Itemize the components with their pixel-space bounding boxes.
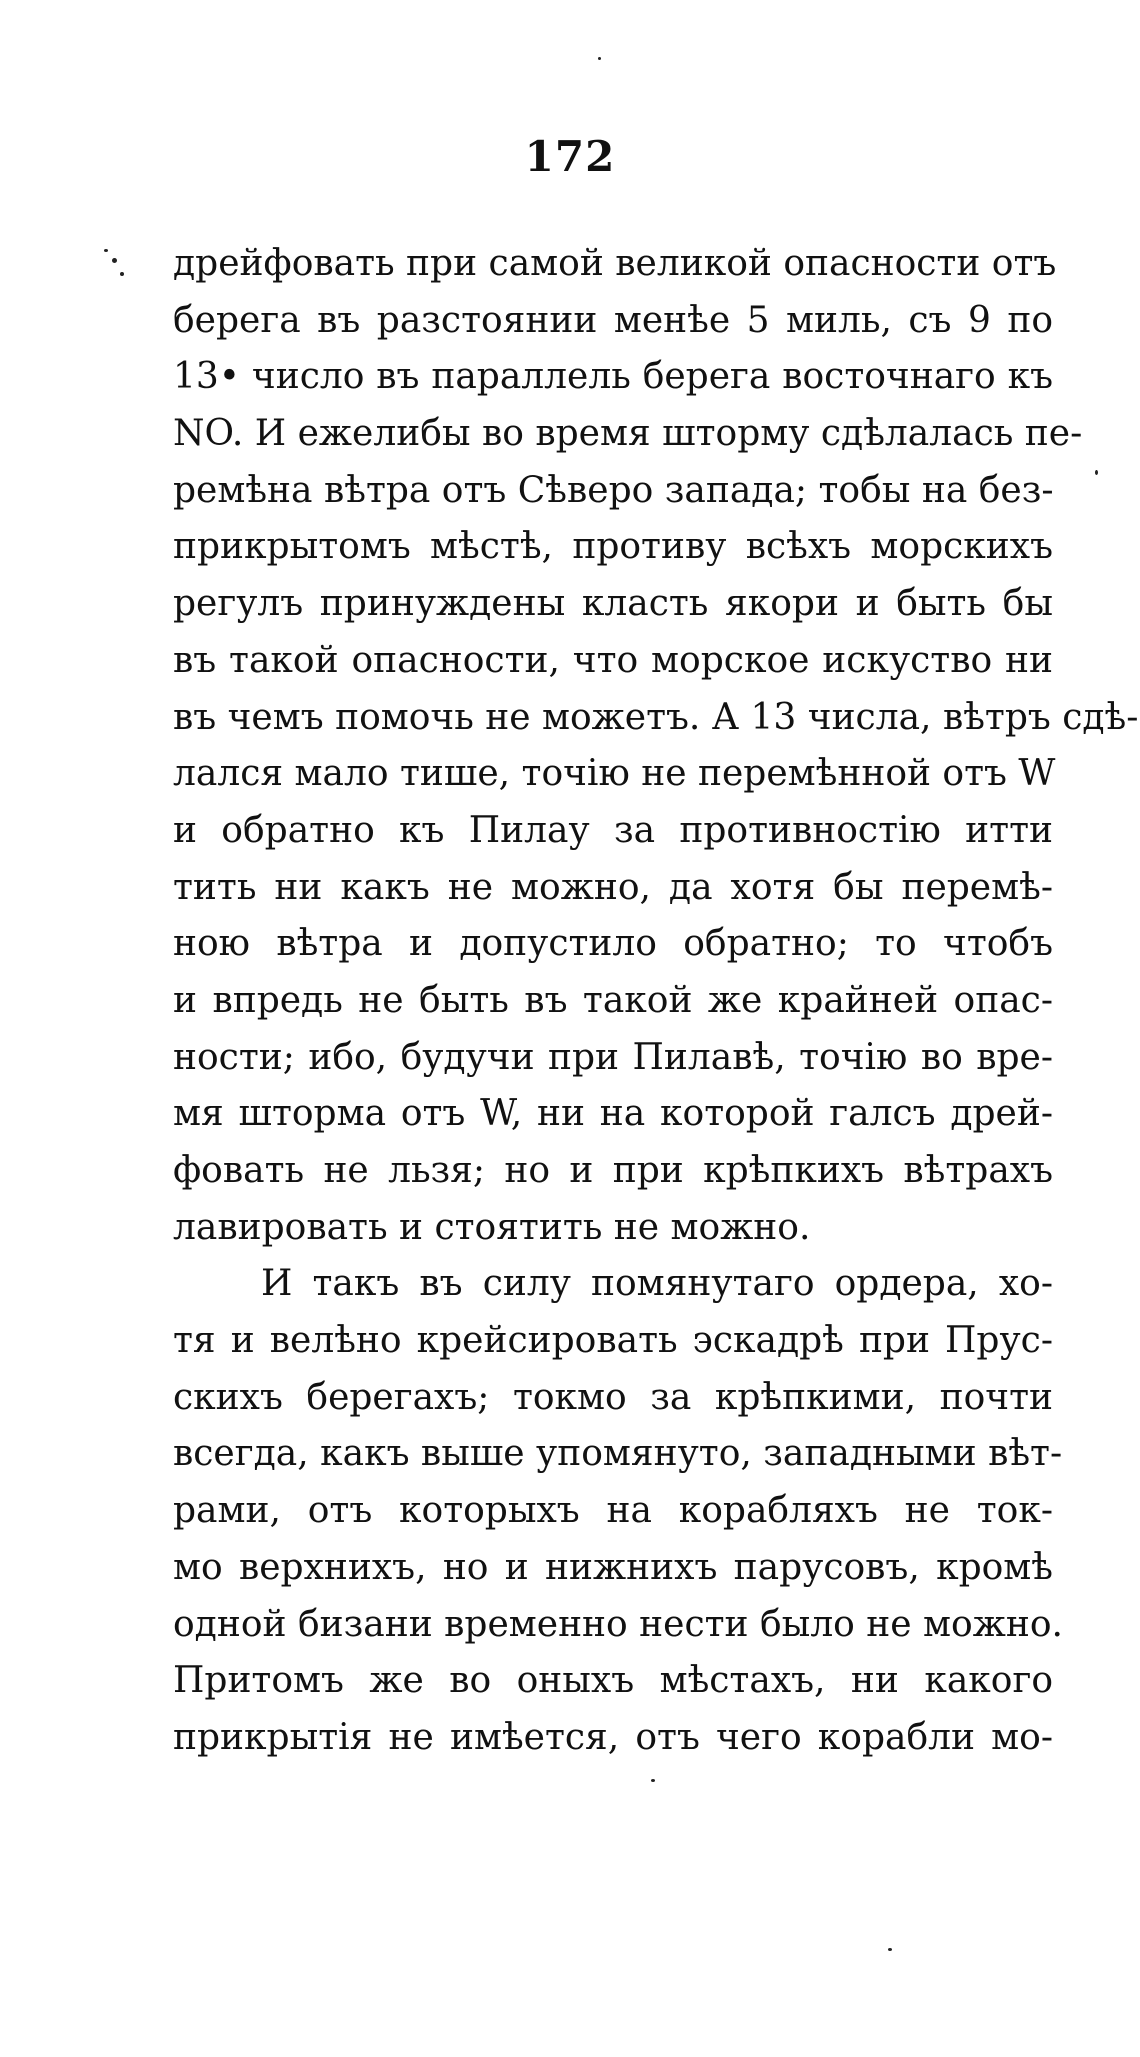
text-line: скихъ берегахъ; токмо за крѣпкими, почти [173,1376,1053,1418]
ink-speck [120,272,124,276]
text-line: въ чемъ помочь не можетъ. А 13 числа, вѣтръ сдѣ- [173,696,1139,738]
text-line: и обратно къ Пилау за противностію итти [173,809,1053,851]
text-line: берега въ разстоянии менѣе 5 миль, съ 9 по [173,299,1053,341]
text-line: ною вѣтра и допустило обратно; то чтобъ [173,923,1053,965]
ink-speck [598,57,601,60]
ink-speck [104,249,108,252]
text-line: прикрытія не имѣется, отъ чего корабли мо- [173,1716,1053,1758]
ink-speck [651,1779,655,1782]
ink-speck [888,1948,892,1951]
text-line: 13• число въ параллель берега восточнаго къ [173,356,1053,398]
paragraph-1 [173,236,1139,1256]
text-line: тя и велѣно крейсировать эскадрѣ при Прус- [173,1320,1053,1362]
text-line: фовать не льзя; но и при крѣпкихъ вѣтрахъ [173,1150,1053,1191]
text-line: И такъ въ силу помянутаго ордера, хо- [261,1263,1053,1305]
paragraph-2 [173,1256,1063,1766]
text-line: ремѣна вѣтра отъ Сѣверо запада; тобы на без- [173,469,1054,511]
text-line: тить ни какъ не можно, да хотя бы перемѣ- [173,866,1053,908]
page-number: 172 [524,132,616,181]
text-line: одной бизани временно нести было не можно. [173,1603,1063,1645]
text-line: ности; ибо, будучи при Пилавѣ, точію во вре- [173,1036,1053,1078]
text-line: Притомъ же во оныхъ мѣстахъ, ни какого [173,1660,1053,1702]
text-line: дрейфовать при самой великой опасности отъ [173,243,1057,284]
text-line: NO. И ежелибы во время шторму сдѣлалась пе- [173,413,1083,455]
ink-speck [1095,470,1098,475]
text-line: рами, отъ которыхъ на корабляхъ не ток- [173,1490,1053,1532]
text-line: прикрытомъ мѣстѣ, противу всѣхъ морскихъ [173,526,1053,568]
text-line: регулъ принуждены класть якори и быть бы [173,583,1053,625]
text-line: лался мало тише, точію не перемѣнной отъ W [173,753,1056,795]
text-line: и впредь не быть въ такой же крайней опас- [173,979,1053,1021]
text-line: лавировать и стоятить не можно. [173,1206,811,1248]
ink-speck [112,258,117,263]
body-text [173,236,1139,1767]
text-line: всегда, какъ выше упомянуто, западными вѣт- [173,1433,1063,1475]
text-line: мя шторма отъ W, ни на которой галсъ дрей- [173,1093,1053,1135]
text-line: въ такой опасности, что морское искуство ни [173,639,1053,681]
text-line: мо верхнихъ, но и нижнихъ парусовъ, кромѣ [173,1546,1053,1588]
